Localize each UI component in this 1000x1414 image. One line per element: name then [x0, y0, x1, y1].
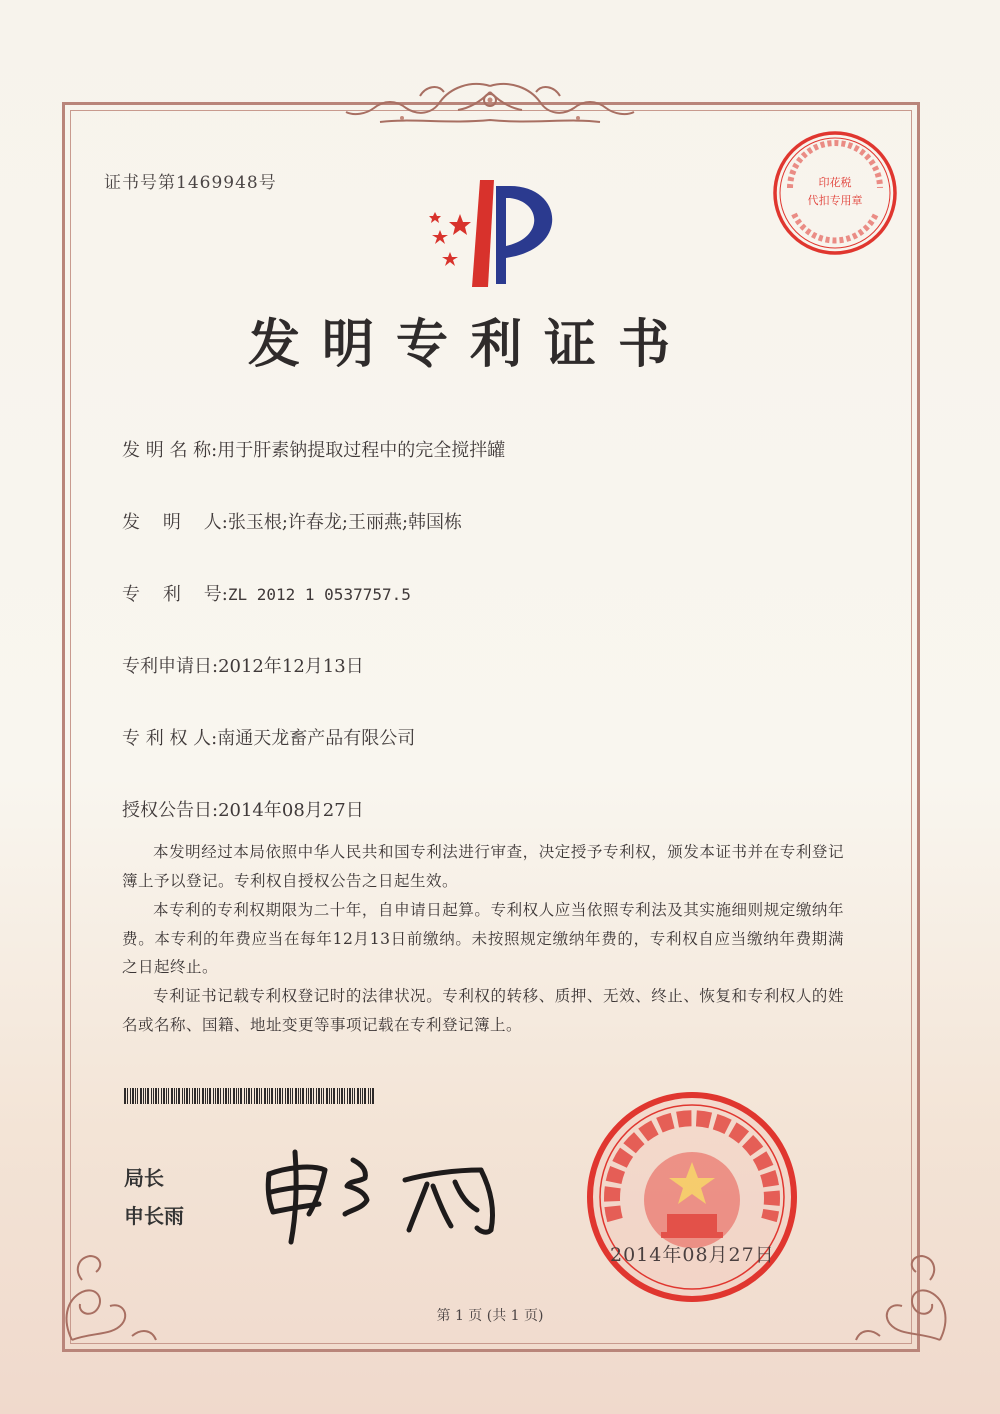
barcode-bar	[192, 1088, 193, 1104]
barcode-bar	[302, 1088, 304, 1104]
barcode-bar	[256, 1088, 258, 1104]
barcode-bar	[240, 1088, 242, 1104]
barcode-bar	[130, 1088, 131, 1104]
field-label: 专 利 权 人:	[122, 728, 218, 749]
barcode-bar	[246, 1088, 247, 1104]
barcode-bar	[151, 1088, 152, 1104]
barcode-bar	[264, 1088, 266, 1104]
corner-ornament-bottom-right	[850, 1240, 960, 1350]
barcode-bar	[207, 1088, 208, 1104]
barcode-bar	[132, 1088, 134, 1104]
barcode-bar	[184, 1088, 185, 1104]
barcode-bar	[308, 1088, 309, 1104]
barcode-bar	[197, 1088, 198, 1104]
field-value: 南通天龙畜产品有限公司	[217, 728, 416, 749]
tax-stamp-graphic	[770, 128, 900, 258]
barcode-bar	[213, 1088, 214, 1104]
patent-office-logo	[410, 172, 580, 292]
paragraph-legal-status: 专利证书记载专利权登记时的法律状况。专利权的转移、质押、无效、终止、恢复和专利权人的姓名或名称、国籍、地址变更等事项记载在专利登记簿上。	[122, 987, 844, 1034]
barcode-bar	[220, 1088, 221, 1104]
barcode-bar	[339, 1088, 340, 1104]
barcode-bar	[306, 1088, 307, 1104]
field-label: 发 明 名 称:	[122, 440, 218, 461]
barcode-bar	[271, 1088, 273, 1104]
barcode-bar	[352, 1088, 353, 1104]
barcode-bar	[354, 1088, 355, 1104]
field-value: 用于肝素钠提取过程中的完全搅拌罐	[217, 440, 506, 461]
barcode-bar	[147, 1088, 149, 1104]
barcode-bar	[209, 1088, 211, 1104]
barcode-bar	[275, 1088, 276, 1104]
field-label: 授权公告日:	[122, 800, 219, 821]
barcode-bar	[318, 1088, 320, 1104]
barcode-bar	[316, 1088, 317, 1104]
barcode-bar	[217, 1088, 219, 1104]
barcode-bar	[326, 1088, 328, 1104]
barcode-bar	[248, 1088, 250, 1104]
barcode-bar	[259, 1088, 260, 1104]
barcode-bar	[205, 1088, 206, 1104]
barcode-bar	[194, 1088, 196, 1104]
certificate-number: 证书号第1469948号	[104, 173, 277, 193]
barcode-bar	[333, 1088, 335, 1104]
field-value: 张玉根;许春龙;王丽燕;韩国栋	[227, 512, 463, 533]
national-seal-graphic	[585, 1090, 799, 1304]
barcode-bar	[337, 1088, 338, 1104]
top-ornament	[340, 78, 640, 130]
barcode-bar	[357, 1088, 359, 1104]
barcode-bar	[360, 1088, 361, 1104]
barcode-bar	[223, 1088, 224, 1104]
national-ip-office-seal	[585, 1090, 799, 1304]
barcode-bar	[155, 1088, 157, 1104]
field-patentee	[122, 724, 415, 750]
svg-text:印花税: 印花税	[818, 176, 852, 189]
barcode-bar	[341, 1088, 343, 1104]
barcode-bar	[287, 1088, 289, 1104]
barcode-bar	[344, 1088, 345, 1104]
barcode-bar	[364, 1088, 366, 1104]
barcode-bar	[189, 1088, 190, 1104]
barcode-bar	[135, 1088, 136, 1104]
barcode-bar	[279, 1088, 281, 1104]
tax-stamp-seal	[770, 128, 900, 258]
barcode-bar	[244, 1088, 245, 1104]
barcode-bar	[295, 1088, 297, 1104]
barcode-bar	[236, 1088, 237, 1104]
barcode-bar	[124, 1088, 126, 1104]
barcode-bar	[199, 1088, 200, 1104]
barcode-bar	[145, 1088, 146, 1104]
seal-date: 2014年08月27日	[610, 1244, 775, 1266]
barcode-bar	[182, 1088, 183, 1104]
barcode-bar	[166, 1088, 167, 1104]
barcode-bar	[127, 1088, 128, 1104]
barcode-bar	[168, 1088, 169, 1104]
barcode-bar	[225, 1088, 227, 1104]
barcode-bar	[158, 1088, 159, 1104]
director-signature	[255, 1130, 515, 1250]
field-application-date	[122, 652, 364, 678]
barcode-bar	[370, 1088, 371, 1104]
barcode-bar	[290, 1088, 291, 1104]
barcode-bar	[233, 1088, 235, 1104]
barcode-bar	[362, 1088, 363, 1104]
barcode-bar	[215, 1088, 216, 1104]
paragraph-term-statement: 本专利的专利权期限为二十年，自申请日起算。专利权人应当依照专利法及其实施细则规定缴纳年费。本专利的年费应当在每年12月13日前缴纳。未按照规定缴纳年费的，专利权自应当缴纳年费期满之日起终止。	[122, 901, 844, 976]
barcode-bar	[282, 1088, 283, 1104]
barcode-bar	[261, 1088, 262, 1104]
barcode-bar	[321, 1088, 322, 1104]
barcode-bar	[277, 1088, 278, 1104]
page-indicator: 第 1 页 (共 1 页)	[436, 1308, 544, 1324]
certificate-title: 发明专利证书	[247, 315, 692, 375]
barcode-bar	[267, 1088, 268, 1104]
barcode-bar	[292, 1088, 293, 1104]
field-grant-date	[122, 796, 364, 822]
barcode-bar	[140, 1088, 142, 1104]
barcode-bar	[313, 1088, 314, 1104]
barcode-bar	[298, 1088, 299, 1104]
barcode-bar	[202, 1088, 204, 1104]
field-value: 2012年12月13日	[218, 656, 364, 677]
barcode-bar	[254, 1088, 255, 1104]
field-label: 专 利 号:	[122, 584, 228, 605]
barcode-bar	[143, 1088, 144, 1104]
barcode-bar	[178, 1088, 180, 1104]
barcode-bar	[329, 1088, 330, 1104]
barcode-bar	[238, 1088, 239, 1104]
barcode-bar	[310, 1088, 312, 1104]
barcode-bar	[349, 1088, 351, 1104]
barcode-bar	[285, 1088, 286, 1104]
barcode-bar	[372, 1088, 374, 1104]
barcode	[124, 1088, 374, 1104]
field-value: 2014年08月27日	[218, 800, 364, 821]
director-name: 申长雨	[124, 1204, 184, 1228]
barcode-bar	[163, 1088, 165, 1104]
barcode-bar	[228, 1088, 229, 1104]
field-invention-name	[122, 436, 505, 462]
barcode-bar	[368, 1088, 369, 1104]
field-label: 发 明 人:	[122, 512, 228, 533]
barcode-bar	[186, 1088, 188, 1104]
svg-text:代扣专用章: 代扣专用章	[807, 194, 863, 207]
barcode-bar	[331, 1088, 332, 1104]
barcode-bar	[323, 1088, 324, 1104]
barcode-bar	[347, 1088, 348, 1104]
field-label: 专利申请日:	[122, 656, 219, 677]
barcode-bar	[137, 1088, 138, 1104]
barcode-bar	[153, 1088, 154, 1104]
barcode-bar	[174, 1088, 175, 1104]
director-role: 局长	[124, 1166, 164, 1190]
barcode-bar	[300, 1088, 301, 1104]
field-value: ZL 2012 1 0537757.5	[227, 585, 411, 604]
barcode-bar	[251, 1088, 252, 1104]
barcode-bar	[171, 1088, 173, 1104]
barcode-bar	[269, 1088, 270, 1104]
corner-ornament-bottom-left	[52, 1240, 162, 1350]
field-patent-number	[122, 580, 411, 606]
barcode-bar	[176, 1088, 177, 1104]
barcode-bar	[161, 1088, 162, 1104]
barcode-bar	[230, 1088, 231, 1104]
field-inventors	[122, 508, 462, 534]
paragraph-grant-statement: 本发明经过本局依照中华人民共和国专利法进行审查，决定授予专利权，颁发本证书并在专利登记簿上予以登记。专利权自授权公告之日起生效。	[122, 843, 844, 890]
